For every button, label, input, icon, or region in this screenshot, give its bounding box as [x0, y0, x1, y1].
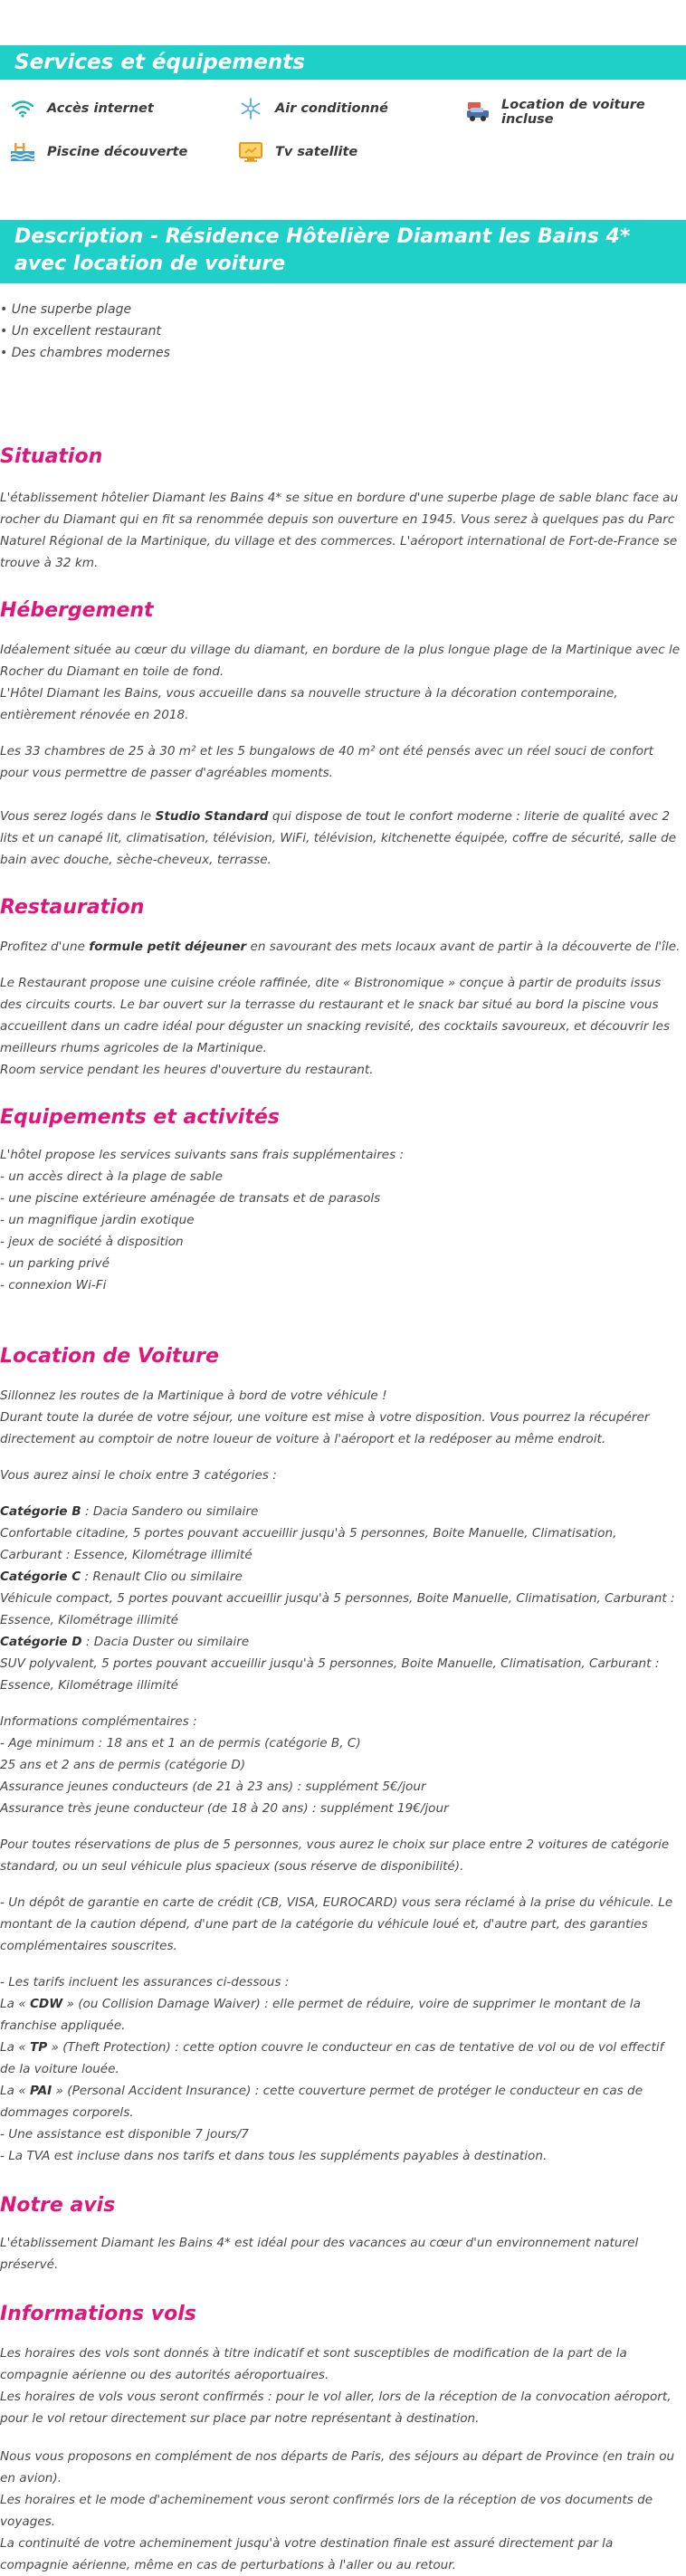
vols-text-2: [0, 2446, 681, 2576]
amenity-label: Location de voiture incluse: [501, 98, 645, 127]
text-span: » (Personal Accident Insurance) : cette couverture permet de protéger le conducteur en cas de dommages corporels.: [0, 2084, 643, 2120]
info-item: Assurance jeunes conducteurs (de 21 à 23 ans) : supplément 5€/jour: [0, 1779, 426, 1794]
info-item: - Age minimum : 18 ans et 1 an de permis (catégorie B, C): [0, 1736, 361, 1751]
location-title: Location de Voiture: [0, 1345, 219, 1368]
insurance-code: PAI: [29, 2084, 52, 2098]
hebergement-p3: Les 33 chambres de 25 à 30 m² et les 5 bungalows de 40 m² ont été pensés avec un réel souci de confort pour vous permettre de passer d'agréables moments.: [0, 744, 653, 780]
restauration-title: Restauration: [0, 896, 145, 919]
amenity-internet: [9, 98, 154, 119]
insurance-title: - Les tarifs incluent les assurances ci-dessous :: [0, 1975, 290, 1989]
category-model: : Dacia Sandero ou similaire: [81, 1504, 259, 1519]
hebergement-p2: L'Hôtel Diamant les Bains, vous accueille dans sa nouvelle structure à la décoration contemporaine, entièrement rénovée en 2018.: [0, 686, 618, 722]
location-deposit: - Un dépôt de garantie en carte de crédit (CB, VISA, EUROCARD) vous sera réclamé à la prise du véhicule. Le montant de la caution dépend, d'une part de la catégorie du véhicule loué et, d'autre part, des garanties complémentaires souscrites.: [0, 1895, 673, 1953]
car-rental-icon: [465, 101, 491, 123]
vols-title: Informations vols: [0, 2303, 196, 2325]
wifi-icon: [9, 98, 36, 119]
text-span: La «: [0, 2040, 30, 2055]
restauration-p2: Le Restaurant propose une cuisine créole raffinée, dite « Bistronomique » conçue à partir de produits issus des circuits courts. Le bar ouvert sur la terrasse du restaurant et le snack bar situé au bord la piscine vous accueillent dans un cadre idéal pour déguster un snacking revisité, des cocktails savoureux, et découvrir les meilleurs rhums agricoles de la Martinique.: [0, 976, 671, 1055]
location-categories: [0, 1501, 681, 1696]
equipements-title: Equipements et activités: [0, 1106, 280, 1129]
list-item: - jeux de société à disposition: [0, 1235, 184, 1249]
list-item: - un parking privé: [0, 1256, 110, 1271]
room-type: Studio Standard: [155, 809, 269, 824]
text-span: La «: [0, 2084, 30, 2098]
category-label: Catégorie B: [0, 1504, 81, 1519]
avis-title: Notre avis: [0, 2194, 116, 2217]
amenity-pool: [9, 141, 187, 163]
equipements-intro: L'hôtel propose les services suivants sans frais supplémentaires :: [0, 1148, 405, 1162]
location-intro2: Durant toute la durée de votre séjour, une voiture est mise à votre disposition. Vous pourrez la récupérer directement au comptoir de notre loueur de voiture à l'aéroport et la redéposer au même endroit.: [0, 1410, 650, 1446]
category-b: [0, 1501, 681, 1522]
highlight-item: • Une superbe plage: [0, 302, 132, 317]
situation-title: Situation: [0, 445, 103, 468]
assistance: - Une assistance est disponible 7 jours/7: [0, 2127, 249, 2142]
highlight-item: • Un excellent restaurant: [0, 324, 161, 339]
location-insurance: [0, 1971, 681, 2167]
hebergement-title: Hébergement: [0, 599, 154, 622]
vols-p4: Les horaires et le mode d'acheminement vous seront confirmés lors de la réception de vos documents de voyages.: [0, 2493, 653, 2529]
amenity-car-rental: [465, 98, 686, 127]
text-span: » (Theft Protection) : cette option couvre le conducteur en cas de tentative de vol ou de vol effectif de la voiture louée.: [0, 2040, 664, 2076]
amenity-tv: [237, 141, 357, 163]
insurance-cdw: [0, 1993, 681, 2037]
description-title: Description - Résidence Hôtelière Diamant les Bains 4* avec location de voiture: [0, 220, 686, 283]
text-span: » (ou Collision Damage Waiver) : elle permet de réduire, voire de supprimer le montant de la franchise appliquée.: [0, 1997, 641, 2033]
text-span: en savourant des mets locaux avant de partir à la découverte de l'île.: [246, 940, 681, 954]
text-span: qui dispose de tout le confort moderne : literie de qualité avec 2 lits et un canapé lit, climatisation, télévision, WiFi, télévision, kitchenette équipée, coffre de sécurité, salle de bain avec douche, sèche-cheveux, terrasse.: [0, 809, 677, 867]
restauration-p3: Room service pendant les heures d'ouverture du restaurant.: [0, 1063, 374, 1077]
category-d: [0, 1631, 681, 1653]
tv-icon: [237, 141, 264, 163]
location-intro: [0, 1385, 681, 1450]
location-groups: Pour toutes réservations de plus de 5 personnes, vous aurez le choix sur place entre 2 voitures de catégorie standard, ou un seul véhicule plus spacieux (sous réserve de disponibilité).: [0, 1837, 670, 1874]
pool-icon: [9, 141, 36, 163]
amenity-label: Air conditionné: [275, 101, 388, 116]
category-desc: Confortable citadine, 5 portes pouvant accueillir jusqu'à 5 personnes, Boite Manuelle, Climatisation, Carburant : Essence, Kilométrage illimité: [0, 1526, 617, 1562]
vols-p5: La continuité de votre acheminement jusqu'à votre destination finale est assuré directement par la compagnie aérienne, même en cas de perturbations à l'aller ou au retour.: [0, 2536, 614, 2572]
insurance-code: CDW: [29, 1997, 63, 2011]
category-label: Catégorie D: [0, 1635, 82, 1649]
list-item: - un magnifique jardin exotique: [0, 1213, 195, 1227]
description-highlights: [0, 299, 170, 364]
hebergement-text: [0, 639, 681, 726]
breakfast-formula: formule petit déjeuner: [89, 940, 247, 954]
tva: - La TVA est incluse dans nos tarifs et dans tous les suppléments payables à destination.: [0, 2149, 548, 2163]
insurance-code: TP: [29, 2040, 48, 2055]
list-item: - une piscine extérieure aménagée de transats et de parasols: [0, 1191, 381, 1206]
category-c: [0, 1566, 681, 1588]
category-desc: SUV polyvalent, 5 portes pouvant accueillir jusqu'à 5 personnes, Boite Manuelle, Climatisation, Carburant : Essence, Kilométrage illimité: [0, 1656, 660, 1693]
category-label: Catégorie C: [0, 1569, 81, 1584]
highlight-item: • Des chambres modernes: [0, 346, 170, 360]
text-span: Vous serez logés dans le: [0, 809, 156, 824]
info-title: Informations complémentaires :: [0, 1714, 197, 1729]
amenity-label: Tv satellite: [275, 145, 358, 159]
snowflake-icon: [237, 98, 264, 119]
vols-p1: Les horaires des vols sont donnés à titre indicatif et sont susceptibles de modification de la part de la compagnie aérienne ou des autorités aéroportuaires.: [0, 2346, 627, 2382]
vols-p3: Nous vous proposons en complément de nos départs de Paris, des séjours au départ de Province (en train ou en avion).: [0, 2449, 675, 2485]
category-desc: Véhicule compact, 5 portes pouvant accueillir jusqu'à 5 personnes, Boite Manuelle, Climatisation, Carburant : Essence, Kilométrage illimité: [0, 1591, 675, 1627]
insurance-pai: [0, 2080, 681, 2123]
amenity-label: Piscine découverte: [47, 145, 188, 159]
amenity-label: Accès internet: [47, 101, 154, 116]
hebergement-p1: Idéalement située au cœur du village du diamant, en bordure de la plus longue plage de la Martinique avec le Rocher du Diamant en toile de fond.: [0, 643, 681, 679]
text-span: Profitez d'une: [0, 940, 90, 954]
location-choice: Vous aurez ainsi le choix entre 3 catégories :: [0, 1468, 277, 1483]
info-item: Assurance très jeune conducteur (de 18 à 20 ans) : supplément 19€/jour: [0, 1801, 449, 1816]
insurance-tp: [0, 2037, 681, 2080]
restauration-p1: [0, 936, 681, 958]
list-item: - un accès direct à la plage de sable: [0, 1169, 223, 1184]
equipements-list: [0, 1144, 681, 1296]
vols-p2: Les horaires de vols vous seront confirmés : pour le vol aller, lors de la réception de la convocation aéroport, pour le vol retour directement sur place par notre représentant à destination.: [0, 2390, 672, 2426]
category-model: : Renault Clio ou similaire: [81, 1569, 243, 1584]
text-span: La «: [0, 1997, 30, 2011]
vols-text-1: [0, 2342, 681, 2429]
location-intro1: Sillonnez les routes de la Martinique à bord de votre véhicule !: [0, 1388, 387, 1403]
situation-text: L'établissement hôtelier Diamant les Bains 4* se situe en bordure d'une superbe plage de sable blanc face au rocher du Diamant qui en fit sa renommée depuis son ouverture en 1945. Vous serez à quelques pas du Parc Naturel Régional de la Martinique, du village et des commerces. L'aéroport international de Fort-de-France se trouve à 32 km.: [0, 491, 679, 570]
list-item: - connexion Wi-Fi: [0, 1278, 107, 1293]
restauration-text: [0, 972, 681, 1081]
amenity-air-conditioning: [237, 98, 388, 119]
location-info: [0, 1711, 681, 1819]
avis-text: L'établissement Diamant les Bains 4* est idéal pour des vacances au cœur d'un environnement naturel préservé.: [0, 2236, 639, 2272]
services-title: Services et équipements: [0, 45, 686, 80]
category-model: : Dacia Duster ou similaire: [81, 1635, 250, 1649]
hebergement-p4: [0, 806, 681, 871]
info-item: 25 ans et 2 ans de permis (catégorie D): [0, 1758, 246, 1772]
